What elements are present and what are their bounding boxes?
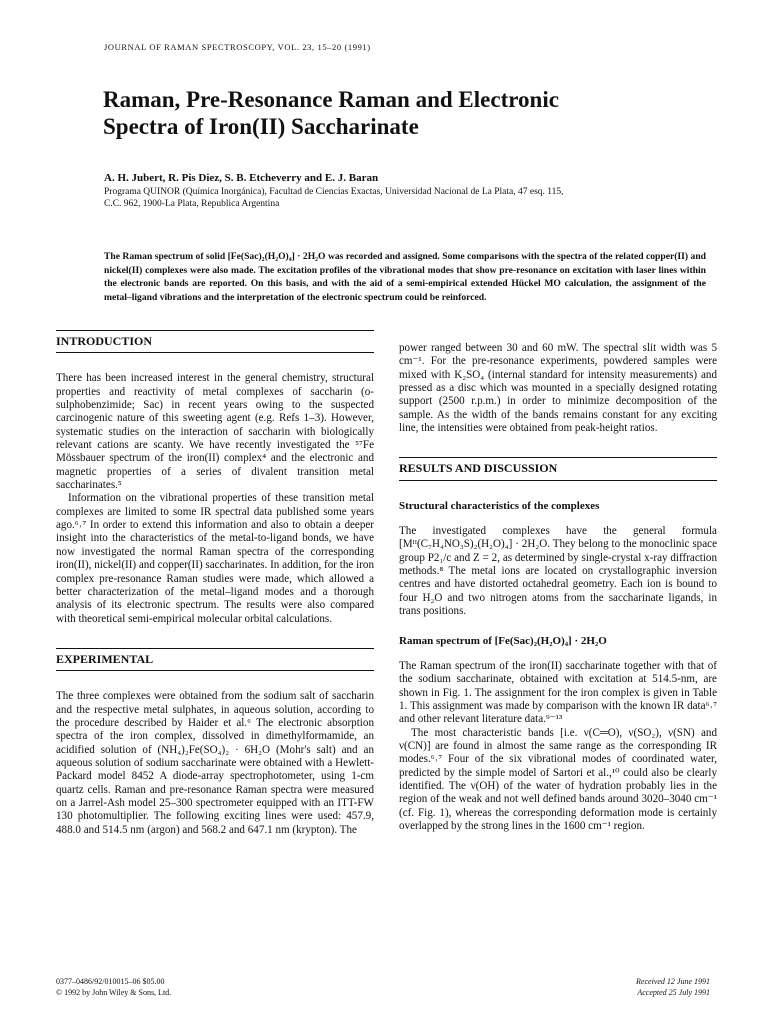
affiliation-line-2: C.C. 962, 1900-La Plata, Republica Argentina [104,199,280,209]
journal-header: JOURNAL OF RAMAN SPECTROSCOPY, VOL. 23, 15–20 (1991) [104,42,371,52]
received-date: Received 12 June 1991 [636,977,710,986]
footer-code: 0377–0486/92/010015–06 $05.00 [56,977,165,986]
title-line-2: Spectra of Iron(II) Saccharinate [103,114,419,139]
affiliation-line-1: Programa QUINOR (Química Inorgánica), Facultad de Ciencias Exactas, Universidad Nacional de La Plata, 47 esq. 115, [104,187,564,197]
intro-paragraph-2: Information on the vibrational properties of these transition metal complexes are limited to some IR spectral data published some years ago.⁶˒⁷ In order to extend this information and also to obtain a deeper insight into the characteristics of the metal-to-ligand bonds, we have now investigated the normal Raman spectra of the corresponding iron(II), nickel(II) and copper(II) saccharinates. In addition, for the iron complex pre-resonance Raman studies were made, which allowed a better characterization of the metal–ligand modes and a thorough analysis of its electronic spectrum. The results were also compared with theoretical semi-empirical molecular orbital calculations. [56,492,374,625]
section-introduction-heading: INTRODUCTION [56,330,374,353]
right-column [399,342,717,833]
authors: A. H. Jubert, R. Pis Diez, S. B. Etcheverry and E. J. Baran [104,172,379,184]
results-paragraph-3: The most characteristic bands [i.e. ν(C═O), ν(SO₂), ν(SN) and ν(CN)] are found in almost the same range as the corresponding IR modes.⁶˒⁷ Four of the six vibrational modes of coordinated water, predicted by the simple model of Sartori et al.,¹⁰ could also be clearly identified. The ν(OH) of the water of hydration probably lies in the region of the weak and not well defined bands around 3020–3040 cm⁻¹ (cf. Fig. 1), whereas the corresponding deformation mode is certainly overlapped by the strong lines in the 1600 cm⁻¹ region. [399,726,717,832]
abstract: The Raman spectrum of solid [Fe(Sac)₂(H₂O)₄] · 2H₂O was recorded and assigned. Some comparisons with the spectra of the related copper(II) and nickel(II) complexes were also made. The excitation profiles of the vibrational modes that show pre-resonance on excitation with laser lines within the electronic bands are reported. On this basis, and with the aid of a semi-empirical extended Hückel MO calculation, the assignment of the metal–ligand vibrations and the interpretation of the electronic spectrum could be reinforced. [104,251,706,303]
results-paragraph-1: The investigated complexes have the general formula [Mᴵᴵ(C₇H₄NO₃S)₂(H₂O)₄] · 2H₂O. They belong to the monoclinic space group P2₁/c and Z = 2, as determined by single-crystal x-ray diffraction methods.⁸ The metal ions are located on crystallographic inversion centres and have distorted octahedral geometry. Each ion is bound to four H₂O and two nitrogen atoms from the saccharinate ligands, in trans positions. [399,525,717,618]
section-results-heading: RESULTS AND DISCUSSION [399,457,717,480]
footer-copyright-line: © 1992 by John Wiley & Sons, Ltd. [56,988,172,997]
footer-copyright [56,976,171,998]
accepted-date: Accepted 25 July 1991 [637,988,710,997]
article-title [103,86,703,140]
experimental-paragraph-1: The three complexes were obtained from the sodium salt of saccharin and the respective metal sulphates, in aqueous solution, according to the procedure described by Haider et al.⁶ The electronic absorption spectra of the iron complex, dissolved in dimethylformamide, an acidified solution of (NH₄)₂Fe(SO₄)₂ · 6H₂O (Mohr's salt) and an aqueous solution of sodium saccharinate were obtained with a Hewlett-Packard model 8452 A diode-array spectrophotometer, using 1-cm quartz cells. Raman and pre-resonance Raman spectra were measured on a Jarrel-Ash model 25–300 spectrometer equipped with an ITT-FW 130 photomultiplier. The following exciting lines were used: 457.9, 488.0 and 514.5 nm (argon) and 568.2 and 647.1 nm (krypton). The [56,690,374,836]
section-experimental-heading: EXPERIMENTAL [56,648,374,671]
footer-dates [560,976,710,998]
title-line-1: Raman, Pre-Resonance Raman and Electronic [103,87,559,112]
results-paragraph-2: The Raman spectrum of the iron(II) saccharinate together with that of the sodium saccharinate, obtained with excitation at 514.5-nm, are shown in Fig. 1. The assignment for the iron complex is given in Table 1. This assignment was made by comparison with the known IR data⁶˒⁷ and other relevant literature data.⁹⁻¹³ [399,659,717,726]
intro-paragraph-1: There has been increased interest in the general chemistry, structural properties and reactivity of metal complexes of saccharin (o-sulphobenzimide; Sac) in recent years owing to the suspected carcinogenic nature of this sweeting agent (e.g. Refs 1–3). However, systematic studies on the interaction of saccharin with biologically relevant cations are scanty. We have recently investigated the ⁵⁷Fe Mössbauer spectrum of the iron(II) complex⁴ and the electronic and magnetic properties of a series of divalent transition metal saccharinates.⁵ [56,372,374,492]
affiliation [104,186,704,210]
subsection-raman-heading: Raman spectrum of [Fe(Sac)₂(H₂O)₄] · 2H₂O [399,634,607,647]
experimental-paragraph-continued: power ranged between 30 and 60 mW. The spectral slit width was 5 cm⁻¹. For the pre-resonance experiments, powdered samples were mixed with K₂SO₄ (internal standard for intensity measurements) and pressed as a disc which was mounted in a specially designed rotating support (2500 r.p.m.) in order to minimize decomposition of the sample. As the width of the bands remains constant for any exciting line, the intensities were obtained from peak-height ratios. [399,342,717,435]
subsection-structural-heading: Structural characteristics of the complexes [399,499,600,512]
left-column [56,330,374,837]
